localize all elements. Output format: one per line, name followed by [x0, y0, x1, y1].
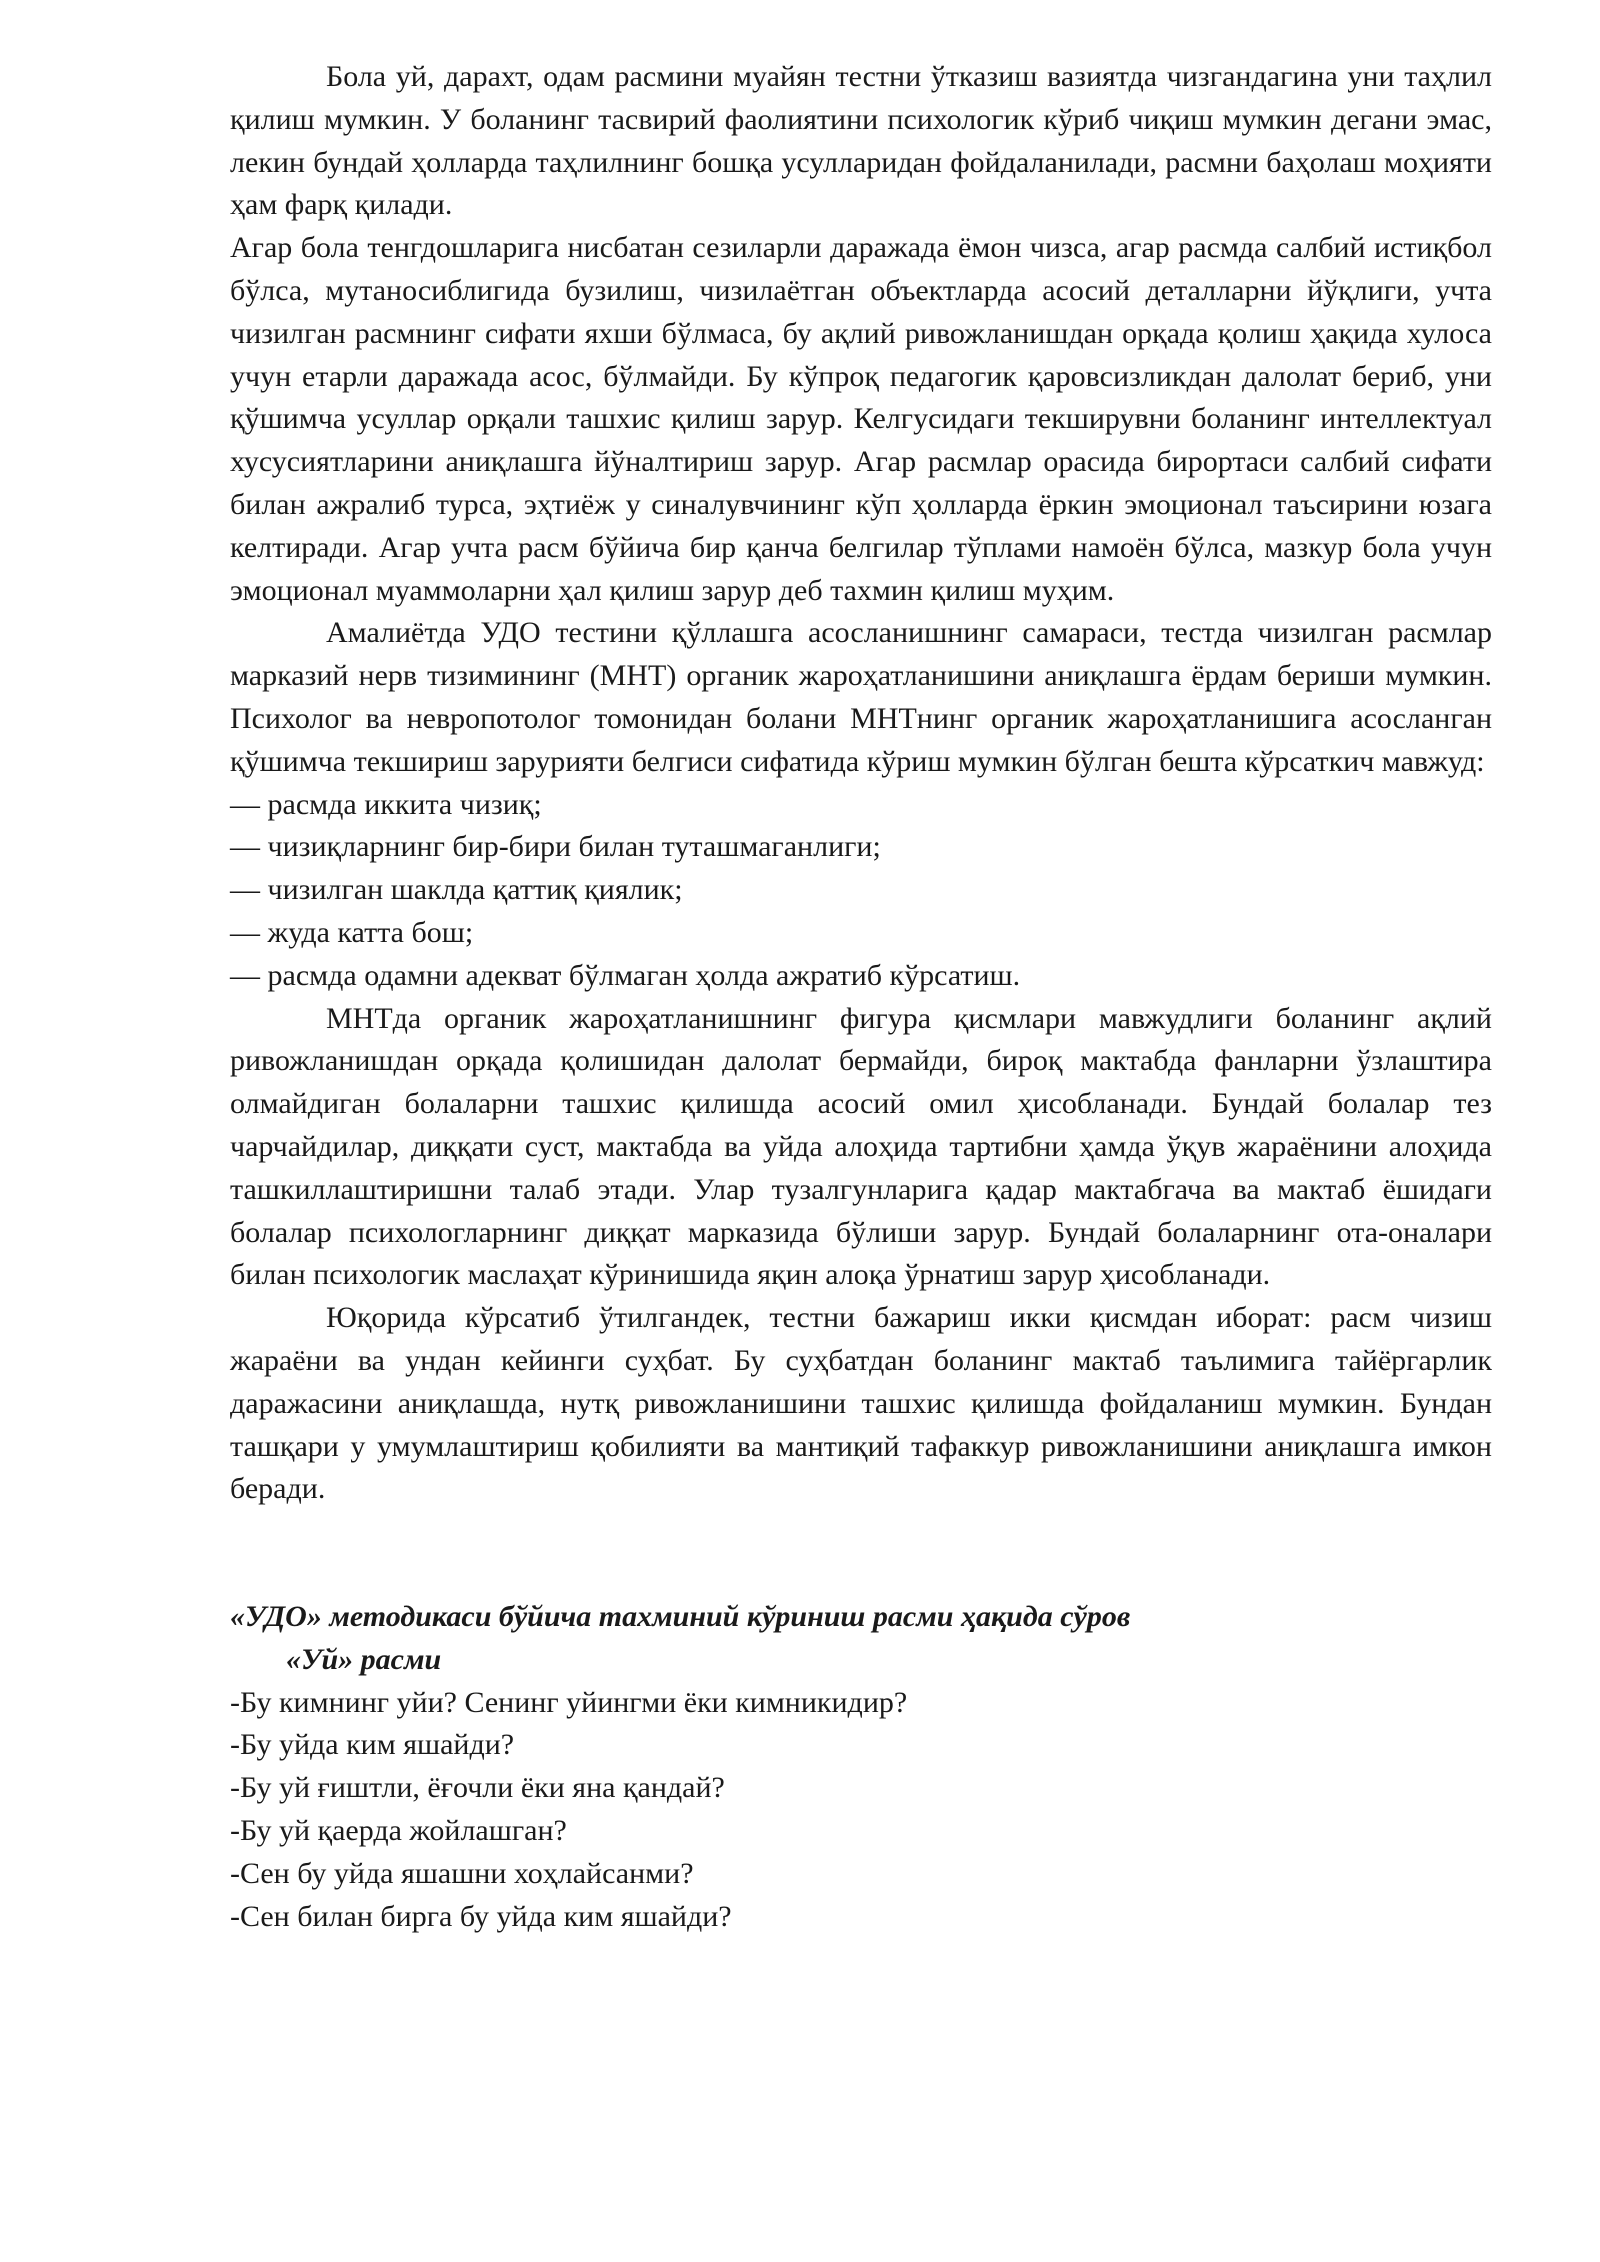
survey-question: -Сен билан бирга бу уйда ким яшайди?	[230, 1899, 732, 1933]
document-body	[230, 56, 1492, 1938]
paragraph-conversation: Юқорида кўрсатиб ўтилгандек, тестни бажариш икки қисмдан иборат: расм чизиш жараёни ва ундан кейинги суҳбат. Бу суҳбатдан боланинг мактаб таълимига тайёргарлик даражасини аниқлашда, нутқ ривожланишини ташхис қилишда фойдаланиш мумкин. Бундан ташқари у умумлаштириш қобилияти ва мантиқий тафаккур ривожланишини аниқлашга имкон беради.	[230, 1301, 1492, 1506]
survey-question: -Бу кимнинг уйи? Сенинг уйингми ёки кимникидир?	[230, 1685, 908, 1719]
paragraph-intro: Бола уй, дарахт, одам расмини муайян тестни ўтказиш вазиятда чизгандагина уни таҳлил қилиш мумкин. У боланинг тасвирий фаолиятини психологик кўриб чиқиш мумкин дегани эмас, лекин бундай ҳолларда таҳлилнинг бошқа усулларидан фойдаланилади, расмни баҳолаш моҳияти ҳам фарқ қилади.	[230, 60, 1492, 222]
paragraph-mnt: МНТда органик жароҳатланишнинг фигура қисмлари мавжудлиги боланинг ақлий ривожланишдан орқада қолишидан далолат бермайди, бироқ мактабда фанларни ўзлаштира олмайдиган болаларни ташхис қилишда асосий омил ҳисобланади. Бундай болалар тез чарчайдилар, диққати суст, мактабда ва уйда алоҳида тартибни ҳамда ўқув жараёнини алоҳида ташкиллаштиришни талаб этади. Улар тузалгунларига қадар мактабгача ва мактаб ёшидаги болалар психологларнинг диққат марказида бўлиши зарур. Бундай болаларнинг ота-оналари билан психологик маслаҳат кўринишида яқин алоқа ўрнатиш зарур ҳисобланади.	[230, 1001, 1492, 1292]
list-item: — расмда одамни адекват бўлмаган ҳолда ажратиб кўрсатиш.	[230, 958, 1021, 992]
survey-question: -Бу уй қаерда жойлашган?	[230, 1814, 567, 1848]
list-item: — чизилган шаклда қаттиқ қиялик;	[230, 873, 683, 907]
list-item: — чизиқларнинг бир-бири билан туташмаганлиги;	[230, 830, 881, 864]
list-item: — расмда иккита чизиқ;	[230, 787, 542, 821]
survey-question-list	[230, 1682, 1492, 1939]
list-item: — жуда катта бош;	[230, 915, 474, 949]
survey-heading: «УДО» методикаси бўйича тахминий кўриниш расми ҳақида сўров	[230, 1600, 1131, 1634]
paragraph-analysis: Агар бола тенгдошларига нисбатан сезиларли даражада ёмон чизса, агар расмда салбий истиқбол бўлса, мутаносиблигида бузилиш, чизилаётган объектларда асосий деталларни йўқлиги, учта чизилган расмнинг сифати яхши бўлмаса, бу ақлий ривожланишдан орқада қолиш ҳақида хулоса учун етарли даражада асос, бўлмайди. Бу кўпроқ педагогик қаровсизликдан далолат бериб, уни қўшимча усуллар орқали ташхис қилиш зарур. Келгусидаги текширувни боланинг интеллектуал хусусиятларини аниқлашга йўналтириш зарур. Агар расмлар орасида бирортаси салбий сифати билан ажралиб турса, эҳтиёж у синалувчининг кўп ҳолларда ёркин эмоционал таъсирини юзага келтиради. Агар учта расм бўйича бир қанча белгилар тўплами намоён бўлса, мазкур бола учун эмоционал муаммоларни ҳал қилиш зарур деб тахмин қилиш муҳим.	[230, 231, 1492, 607]
survey-question: -Сен бу уйда яшашни хоҳлайсанми?	[230, 1856, 694, 1890]
survey-question: -Бу уйда ким яшайди?	[230, 1728, 515, 1762]
indicator-list	[230, 784, 1492, 998]
survey-question: -Бу уй ғиштли, ёғочли ёки яна қандай?	[230, 1771, 725, 1805]
survey-subheading: «Уй» расми	[286, 1642, 442, 1676]
section-spacer	[230, 1511, 1492, 1596]
paragraph-practice: Амалиётда УДО тестини қўллашга асосланишнинг самараси, тестда чизилган расмлар марказий нерв тизимининг (МНТ) органик жароҳатланишини аниқлашга ёрдам бериши мумкин. Психолог ва невропотолог томонидан болани МНТнинг органик жароҳатланишига асосланган қўшимча текшириш зарурияти белгиси сифатида кўриш мумкин бўлган бешта кўрсаткич мавжуд:	[230, 616, 1492, 778]
